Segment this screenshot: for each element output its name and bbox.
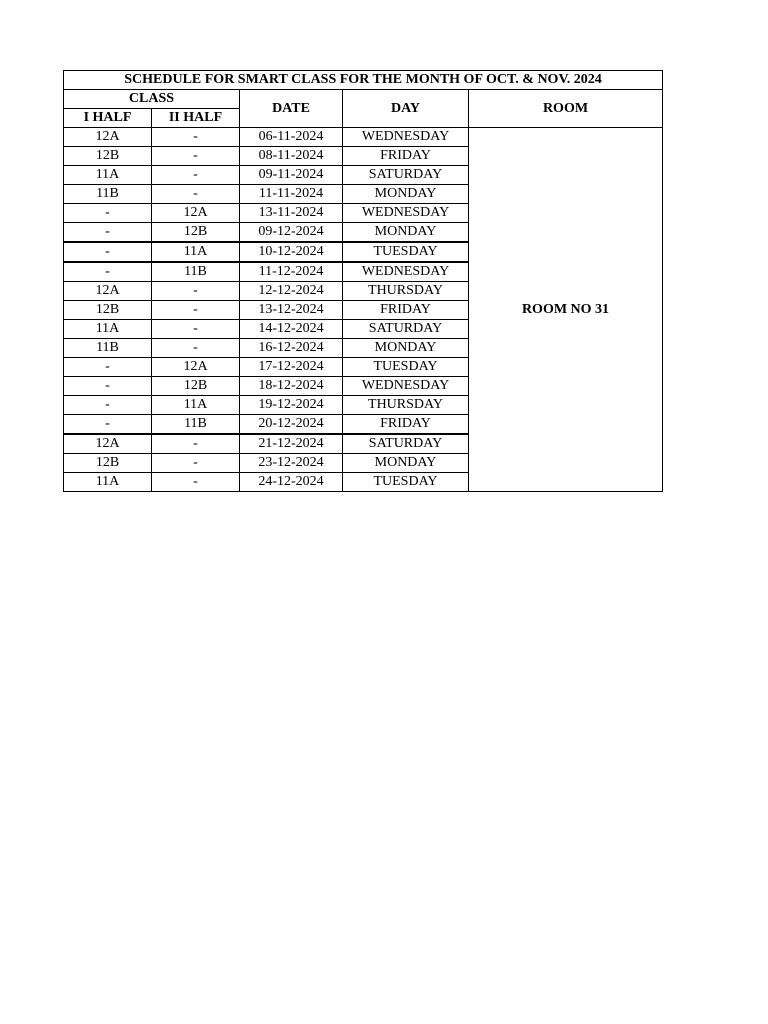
class-header: CLASS — [64, 90, 240, 109]
cell-i-half: - — [64, 242, 152, 262]
cell-ii-half: - — [152, 454, 240, 473]
schedule-body — [64, 128, 663, 492]
cell-ii-half: 11A — [152, 396, 240, 415]
cell-date: 17-12-2024 — [240, 358, 343, 377]
cell-ii-half: - — [152, 166, 240, 185]
cell-date: 10-12-2024 — [240, 242, 343, 262]
cell-ii-half: 12B — [152, 377, 240, 396]
cell-day: FRIDAY — [343, 415, 469, 435]
cell-date: 11-12-2024 — [240, 262, 343, 282]
cell-ii-half: - — [152, 473, 240, 492]
cell-day: WEDNESDAY — [343, 377, 469, 396]
cell-day: FRIDAY — [343, 301, 469, 320]
cell-i-half: - — [64, 262, 152, 282]
cell-i-half: - — [64, 396, 152, 415]
cell-day: MONDAY — [343, 185, 469, 204]
cell-ii-half: - — [152, 339, 240, 358]
cell-day: MONDAY — [343, 339, 469, 358]
cell-day: MONDAY — [343, 223, 469, 243]
cell-date: 08-11-2024 — [240, 147, 343, 166]
cell-day: MONDAY — [343, 454, 469, 473]
cell-ii-half: - — [152, 301, 240, 320]
cell-ii-half: 12A — [152, 358, 240, 377]
cell-date: 21-12-2024 — [240, 434, 343, 454]
room-value: ROOM NO 31 — [469, 128, 663, 492]
cell-i-half: 12A — [64, 434, 152, 454]
first-half-header: I HALF — [64, 109, 152, 128]
cell-date: 16-12-2024 — [240, 339, 343, 358]
cell-date: 24-12-2024 — [240, 473, 343, 492]
cell-ii-half: - — [152, 128, 240, 147]
date-header: DATE — [240, 90, 343, 128]
cell-day: WEDNESDAY — [343, 262, 469, 282]
cell-date: 13-11-2024 — [240, 204, 343, 223]
cell-day: TUESDAY — [343, 473, 469, 492]
cell-i-half: 11A — [64, 473, 152, 492]
schedule-title: SCHEDULE FOR SMART CLASS FOR THE MONTH OF OCT. & NOV. 2024 — [64, 71, 663, 90]
cell-date: 20-12-2024 — [240, 415, 343, 435]
cell-date: 14-12-2024 — [240, 320, 343, 339]
cell-date: 13-12-2024 — [240, 301, 343, 320]
cell-ii-half: - — [152, 434, 240, 454]
cell-date: 12-12-2024 — [240, 282, 343, 301]
table-row — [64, 128, 663, 147]
cell-ii-half: 11A — [152, 242, 240, 262]
cell-day: FRIDAY — [343, 147, 469, 166]
cell-day: TUESDAY — [343, 358, 469, 377]
cell-day: SATURDAY — [343, 320, 469, 339]
cell-date: 23-12-2024 — [240, 454, 343, 473]
schedule-table — [63, 70, 663, 492]
cell-i-half: - — [64, 223, 152, 243]
cell-ii-half: 11B — [152, 262, 240, 282]
cell-i-half: - — [64, 204, 152, 223]
cell-i-half: - — [64, 415, 152, 435]
cell-date: 09-11-2024 — [240, 166, 343, 185]
cell-i-half: 11A — [64, 166, 152, 185]
second-half-header: II HALF — [152, 109, 240, 128]
cell-ii-half: - — [152, 147, 240, 166]
cell-ii-half: - — [152, 320, 240, 339]
cell-i-half: 12A — [64, 128, 152, 147]
cell-date: 06-11-2024 — [240, 128, 343, 147]
cell-i-half: 12B — [64, 147, 152, 166]
cell-date: 11-11-2024 — [240, 185, 343, 204]
cell-i-half: 11A — [64, 320, 152, 339]
cell-i-half: 12B — [64, 454, 152, 473]
cell-i-half: - — [64, 377, 152, 396]
cell-day: SATURDAY — [343, 434, 469, 454]
cell-date: 18-12-2024 — [240, 377, 343, 396]
day-header: DAY — [343, 90, 469, 128]
cell-i-half: 11B — [64, 185, 152, 204]
cell-day: TUESDAY — [343, 242, 469, 262]
cell-date: 19-12-2024 — [240, 396, 343, 415]
cell-day: WEDNESDAY — [343, 128, 469, 147]
cell-i-half: 11B — [64, 339, 152, 358]
cell-day: SATURDAY — [343, 166, 469, 185]
cell-ii-half: - — [152, 282, 240, 301]
cell-ii-half: 12B — [152, 223, 240, 243]
cell-day: THURSDAY — [343, 282, 469, 301]
cell-i-half: - — [64, 358, 152, 377]
cell-ii-half: 11B — [152, 415, 240, 435]
cell-i-half: 12B — [64, 301, 152, 320]
cell-date: 09-12-2024 — [240, 223, 343, 243]
cell-i-half: 12A — [64, 282, 152, 301]
cell-ii-half: 12A — [152, 204, 240, 223]
room-header: ROOM — [469, 90, 663, 128]
cell-day: THURSDAY — [343, 396, 469, 415]
cell-day: WEDNESDAY — [343, 204, 469, 223]
cell-ii-half: - — [152, 185, 240, 204]
